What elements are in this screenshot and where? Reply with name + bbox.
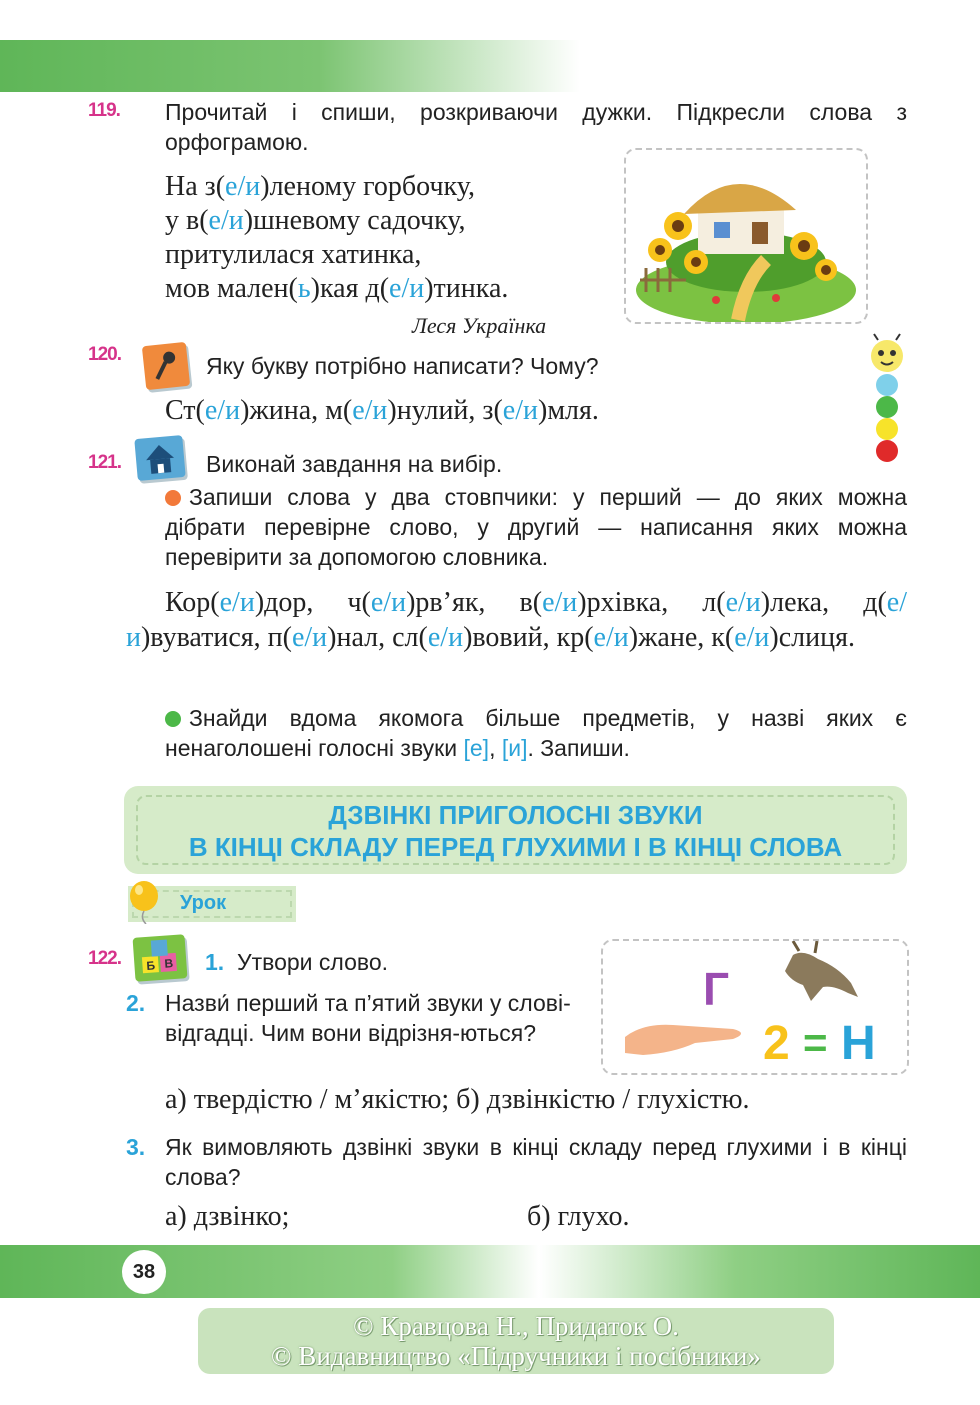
spelling-variant: е/и <box>389 273 425 304</box>
text-segment: )нал, сл( <box>327 622 428 653</box>
text-segment: Ст( <box>165 395 205 426</box>
spelling-variant: е/и <box>204 395 241 426</box>
step-2-text: Назви́ перший та п’ятий звуки у слові-відгадці. Чим вони відрізня-ються? <box>165 990 571 1046</box>
balloon-icon <box>126 880 162 924</box>
rebus-illustration <box>601 939 909 1075</box>
task-green <box>165 703 907 763</box>
task-orange <box>165 482 907 572</box>
lesson-label: Урок <box>180 892 227 914</box>
text-segment: )лека, д( <box>760 587 887 618</box>
step-number: 3. <box>126 1134 146 1160</box>
spelling-variant: е/и <box>502 395 538 426</box>
text-segment: )вовий, кр( <box>463 622 594 653</box>
text-segment: )мля. <box>538 395 599 426</box>
spelling-variant: е/и <box>593 622 629 653</box>
svg-text:=: = <box>803 1019 828 1066</box>
spelling-variant: е/и <box>370 587 407 618</box>
level-dot <box>876 396 898 418</box>
section-title <box>136 795 895 865</box>
text-segment: )слиця. <box>769 622 855 653</box>
page-number: 38 <box>122 1250 166 1294</box>
text-segment: )вуватися, п( <box>140 622 292 653</box>
exercise-number: 121. <box>88 452 121 473</box>
alphabet-blocks-icon <box>133 934 188 982</box>
difficulty-levels <box>862 332 912 462</box>
step-number: 1. <box>205 949 225 975</box>
answer-b: б) глухо. <box>527 1201 630 1232</box>
section-title-box <box>124 786 907 874</box>
poem-line <box>165 170 625 204</box>
text-segment: )рхівка, л( <box>577 587 726 618</box>
spelling-variant: е/и <box>725 587 761 618</box>
exercise-number: 119. <box>88 100 120 121</box>
spelling-variant: е/и <box>427 622 464 653</box>
text-segment: )леному горбочку, <box>260 171 475 202</box>
poem-line <box>165 238 625 272</box>
spelling-variant: [и] <box>501 735 528 761</box>
step-1 <box>205 947 388 977</box>
copyright-line: © Видавництво «Підручники і посібники» <box>271 1341 761 1371</box>
text-segment: )жане, к( <box>628 622 735 653</box>
svg-text:Г: Г <box>703 963 730 1015</box>
section-title-line: ДЗВІНКІ ПРИГОЛОСНІ ЗВУКИ <box>328 800 703 830</box>
microphone-icon <box>142 342 190 390</box>
text-segment: )дор, ч( <box>254 587 371 618</box>
text-segment: мов мален( <box>165 273 298 304</box>
spelling-variant: ь <box>297 273 311 304</box>
rebus-icon <box>603 941 907 1073</box>
exercise-words <box>165 394 599 428</box>
exercise-instruction: Прочитай і спиши, розкриваючи дужки. Підкресли слова з орфограмою. <box>165 99 907 155</box>
step-text: Утвори слово. <box>236 949 389 975</box>
level-dot <box>876 418 898 440</box>
svg-text:2: 2 <box>763 1017 790 1070</box>
text-segment: )нулий, з( <box>387 395 503 426</box>
spelling-variant: е/и <box>208 205 244 236</box>
svg-text:В: В <box>163 956 174 971</box>
text-segment: )рв’як, в( <box>406 587 543 618</box>
poem-line <box>165 204 625 238</box>
copyright-box <box>198 1308 834 1374</box>
spelling-variant: е/и <box>352 395 388 426</box>
house-icon <box>134 435 185 481</box>
step-number: 2. <box>126 990 146 1016</box>
section-title-line: В КІНЦІ СКЛАДУ ПЕРЕД ГЛУХИМИ І В КІНЦІ СЛОВА <box>188 832 843 862</box>
spelling-variant: е/и <box>219 587 255 618</box>
svg-text:Н: Н <box>841 1017 876 1070</box>
text-segment: Кор( <box>165 587 220 618</box>
text-segment: )шневому садочку, <box>243 205 466 236</box>
exercise-words <box>126 585 907 655</box>
exercise-number: 120. <box>88 344 121 365</box>
spelling-variant: е/и <box>542 587 578 618</box>
green-dot-icon <box>165 711 181 727</box>
orange-dot-icon <box>165 490 181 506</box>
text-segment: Знайди вдома якомога більше предметів, у назві яких є ненаголошені голосні звуки <box>165 705 907 761</box>
house-illustration <box>624 148 868 324</box>
spelling-variant: [е] <box>463 735 490 761</box>
answer-a: а) дзвінко; <box>165 1201 290 1232</box>
text-segment: )кая д( <box>310 273 390 304</box>
task-orange-text: Запиши слова у два стовпчики: у перший — до яких можна дібрати перевірне слово, у другий — написання яких можна перевірити за допомогою словника. <box>165 484 907 570</box>
svg-text:Б: Б <box>146 958 156 973</box>
exercise-instruction: Виконай завдання на вибір. <box>206 451 503 477</box>
text-segment: у в( <box>165 205 209 236</box>
poem <box>165 170 625 306</box>
copyright-line: © Кравцова Н., Придаток О. <box>353 1311 679 1341</box>
spelling-variant: е/и <box>126 587 907 653</box>
text-segment: , <box>489 735 502 761</box>
text-segment: )жина, м( <box>240 395 353 426</box>
house-with-sunflowers-icon <box>626 150 866 322</box>
text-segment: притулилася хатинка, <box>165 239 422 270</box>
level-dot <box>876 440 898 462</box>
spelling-variant: е/и <box>291 622 328 653</box>
step-3-text: Як вимовляють дзвінкі звуки в кінці складу перед глухими і в кінці слова? <box>165 1134 907 1190</box>
text-segment: )тинка. <box>424 273 509 304</box>
exercise-question: Яку букву потрібно написати? Чому? <box>206 353 599 379</box>
spelling-variant: е/и <box>734 622 770 653</box>
poem-line <box>165 272 625 306</box>
level-dot <box>876 374 898 396</box>
spelling-variant: е/и <box>225 171 261 202</box>
text-segment: На з( <box>165 171 226 202</box>
task-green-text <box>165 705 907 761</box>
header-bar <box>0 40 580 92</box>
text-segment: . Запиши. <box>527 735 630 761</box>
step-2-options: а) твердістю / м’якістю; б) дзвінкістю / глухістю. <box>165 1084 750 1115</box>
exercise-number: 122. <box>88 948 121 969</box>
poem-author: Леся Українка <box>412 313 547 338</box>
